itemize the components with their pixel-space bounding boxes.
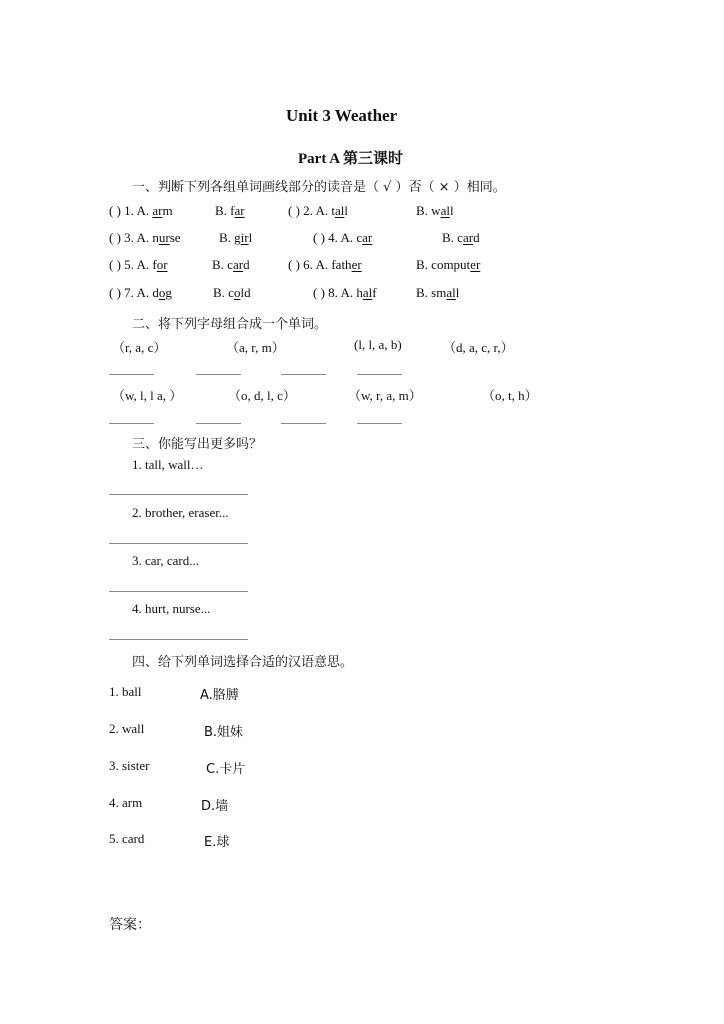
question-item [313, 230, 372, 246]
question-number: 5. A. [124, 257, 153, 272]
question-number: 2. A. [303, 203, 332, 218]
question-number: 6. A. [303, 257, 332, 272]
question-item [313, 285, 377, 301]
letter-group: （a, r, m） [226, 340, 285, 355]
underlined-letters: al [446, 285, 456, 300]
option-b-text: B. sm [416, 285, 447, 300]
section3-heading: 三、你能写出更多吗？ [132, 437, 263, 452]
answer-blank[interactable]: ( ) [313, 285, 325, 300]
question-number: 1. A. [124, 203, 153, 218]
option-b-text: d [473, 230, 480, 245]
underlined-letters: ar [234, 203, 245, 218]
section4-heading: 四、给下列单词选择合适的汉语意思。 [132, 655, 354, 670]
section1-heading: 一、判断下列各组单词画线部分的读音是（ √ ）否（ × ）相同。 [132, 180, 506, 195]
vocab-word: 2. wall [109, 721, 145, 736]
underlined-letters: ar [462, 230, 474, 245]
answer-line[interactable] [281, 374, 326, 375]
option-a-text: f [372, 285, 377, 300]
vocab-word: 5. card [109, 831, 145, 846]
option-a-text: fath [331, 257, 352, 272]
question-item [109, 285, 172, 301]
underlined-letters: or [156, 257, 168, 272]
underlined-letters: ar [152, 203, 163, 218]
option-a-text: se [169, 230, 181, 245]
option-b-text: B. c [212, 257, 233, 272]
answer-blank[interactable]: ( ) [109, 257, 121, 272]
underlined-letters: o [233, 285, 241, 300]
question-item [109, 230, 181, 246]
letter-group: （o, t, h） [482, 388, 538, 403]
example-words: 2. brother, eraser... [132, 505, 229, 520]
vocab-meaning: C.卡片 [206, 762, 246, 777]
letter-group: （d, a, c, r,） [443, 340, 514, 355]
answer-line[interactable] [109, 543, 248, 544]
vocab-word: 1. ball [109, 684, 142, 699]
underlined-letters: er [351, 257, 362, 272]
option-b-text: B. comput [416, 257, 471, 272]
answer-blank[interactable]: ( ) [288, 257, 300, 272]
question-item [288, 257, 362, 273]
option-b-text: l [455, 285, 460, 300]
page-title: Unit 3 Weather [286, 106, 398, 125]
vocab-meaning: B.姐妹 [204, 725, 244, 740]
option-b-text: B. c [442, 230, 463, 245]
answer-blank[interactable]: ( ) [109, 285, 121, 300]
lesson-subtitle: Part A 第三课时 [298, 151, 403, 167]
underlined-letters: al [334, 203, 345, 218]
option-b [416, 257, 480, 273]
answer-line[interactable] [196, 374, 241, 375]
option-b [212, 257, 250, 273]
answer-label: 答案： [109, 917, 151, 933]
answer-line[interactable] [357, 374, 402, 375]
letter-group: （o, d, l, c） [228, 388, 296, 403]
option-b [213, 285, 251, 301]
option-a-text: m [162, 203, 173, 218]
underlined-letters: al [440, 203, 450, 218]
answer-line[interactable] [281, 423, 326, 424]
section2-heading: 二、将下列字母组合成一个单词。 [132, 317, 328, 332]
answer-line[interactable] [109, 591, 248, 592]
option-a-text: t [331, 203, 335, 218]
option-b-text: B. g [219, 230, 241, 245]
letter-group: （r, a, c） [112, 340, 167, 355]
option-a-text: g [165, 285, 172, 300]
option-b [416, 203, 454, 219]
option-a-text: l [344, 203, 348, 218]
answer-line[interactable] [109, 374, 154, 375]
question-number: 7. A. [124, 285, 153, 300]
question-number: 8. A. [328, 285, 357, 300]
letter-group: （w, r, a, m） [348, 388, 422, 403]
answer-blank[interactable]: ( ) [288, 203, 300, 218]
underlined-letters: ar [232, 257, 244, 272]
option-b-text: d [243, 257, 250, 272]
answer-blank[interactable]: ( ) [313, 230, 325, 245]
underlined-letters: al [362, 285, 373, 300]
option-a-text: d [152, 285, 159, 300]
option-b [416, 285, 459, 301]
option-b [219, 230, 252, 246]
example-words: 4. hurt, nurse... [132, 601, 211, 616]
answer-line[interactable] [109, 639, 248, 640]
option-b-text: B. f [215, 203, 235, 218]
option-a-text: f [152, 257, 157, 272]
question-number: 4. A. [328, 230, 357, 245]
letter-group: （w, l, l a, ） [112, 388, 183, 403]
vocab-word: 4. arm [109, 795, 143, 810]
underlined-letters: o [158, 285, 166, 300]
option-a-text: h [356, 285, 363, 300]
option-b-text: B. w [416, 203, 441, 218]
vocab-word: 3. sister [109, 758, 150, 773]
option-a-text: n [152, 230, 159, 245]
option-b-text: l [449, 203, 454, 218]
option-b [442, 230, 480, 246]
option-b-text: ld [240, 285, 251, 300]
option-b [215, 203, 245, 219]
question-item [109, 203, 173, 219]
option-b-text: B. c [213, 285, 234, 300]
answer-line[interactable] [357, 423, 402, 424]
question-item [288, 203, 348, 219]
underlined-letters: ir [240, 230, 249, 245]
option-b-text: l [248, 230, 253, 245]
option-a-text: c [356, 230, 363, 245]
underlined-letters: er [470, 257, 481, 272]
question-item [109, 257, 168, 273]
example-words: 1. tall, wall… [132, 457, 204, 472]
vocab-meaning: A.胳膊 [200, 688, 239, 703]
underlined-letters: ur [158, 230, 170, 245]
letter-group: (l, l, a, b) [354, 337, 402, 352]
answer-line[interactable] [196, 423, 241, 424]
answer-line[interactable] [109, 423, 154, 424]
vocab-meaning: D.墙 [201, 799, 229, 814]
question-number: 3. A. [124, 230, 153, 245]
answer-line[interactable] [109, 494, 248, 495]
answer-blank[interactable]: ( ) [109, 230, 121, 245]
vocab-meaning: E.球 [204, 835, 230, 850]
example-words: 3. car, card... [132, 553, 199, 568]
underlined-letters: ar [362, 230, 373, 245]
answer-blank[interactable]: ( ) [109, 203, 121, 218]
